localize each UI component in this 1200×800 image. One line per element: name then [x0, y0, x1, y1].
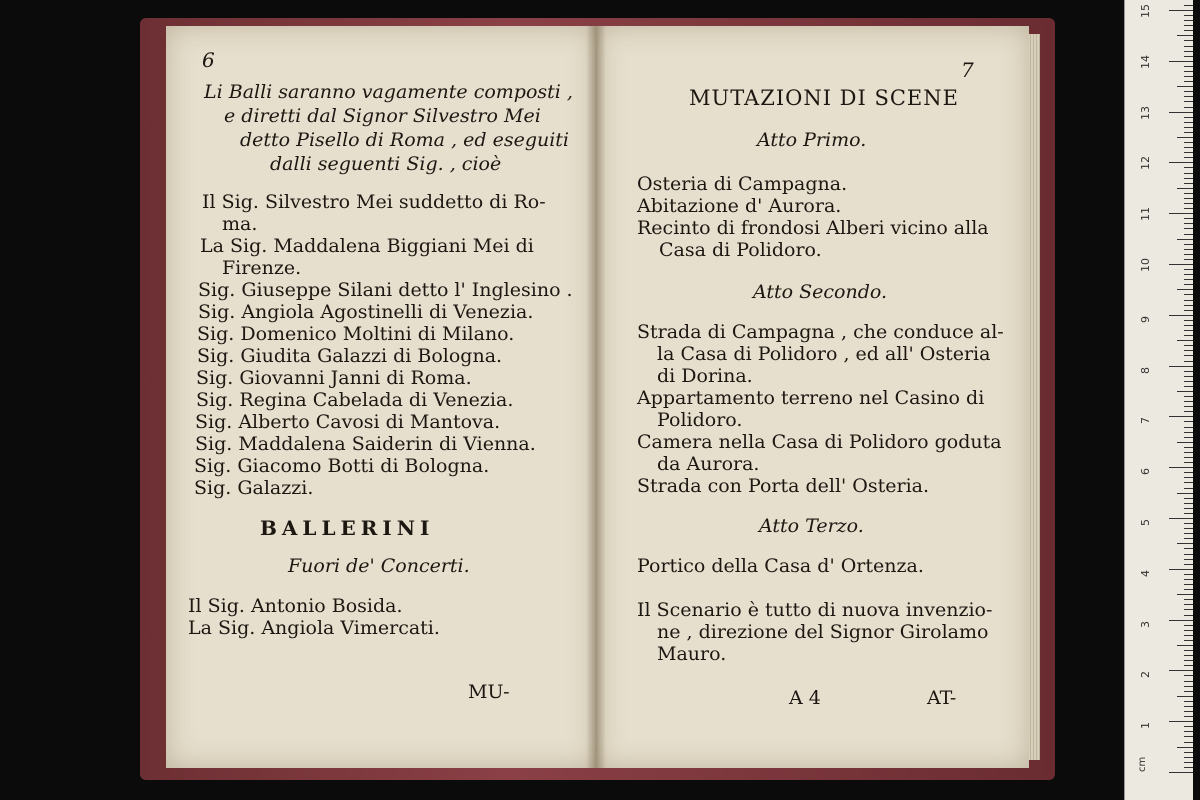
ruler-tick [1184, 615, 1193, 616]
ruler-tick [1184, 452, 1193, 453]
ruler-tick [1169, 315, 1193, 316]
ruler-tick [1184, 660, 1193, 661]
ruler-tick [1177, 137, 1193, 138]
ruler-tick [1184, 15, 1193, 16]
scene-line: di Dorina. [657, 365, 753, 387]
ruler-tick [1184, 498, 1193, 499]
dancer-line: Sig. Giuseppe Silani detto l' Inglesino . [198, 279, 573, 301]
ruler-tick [1184, 625, 1193, 626]
ruler-tick [1169, 264, 1193, 265]
ruler-tick [1184, 548, 1193, 549]
ruler-tick [1184, 503, 1193, 504]
ruler-tick [1184, 71, 1193, 72]
ruler-tick [1177, 340, 1193, 341]
dancer-line: Sig. Maddalena Saiderin di Vienna. [195, 433, 536, 455]
ruler-tick [1184, 91, 1193, 92]
ruler-number: 15 [1139, 4, 1152, 18]
ruler-tick [1184, 427, 1193, 428]
ruler-tick [1184, 421, 1193, 422]
section-subheading: Fuori de' Concerti. [288, 555, 470, 577]
right-page-number: 7 [961, 58, 974, 82]
ruler-tick [1184, 228, 1193, 229]
ruler-tick [1184, 736, 1193, 737]
ruler-number: 13 [1139, 105, 1152, 120]
ruler-tick [1169, 569, 1193, 570]
ruler-tick [1184, 320, 1193, 321]
ruler-tick [1184, 675, 1193, 676]
ruler-tick [1184, 665, 1193, 666]
ruler-tick [1184, 630, 1193, 631]
dancer-line: Sig. Alberto Cavosi di Mantova. [195, 411, 501, 433]
ruler-tick [1184, 513, 1193, 514]
dancer-line: La Sig. Maddalena Biggiani Mei di [200, 235, 534, 257]
dancer-line: Sig. Giacomo Botti di Bologna. [194, 455, 490, 477]
ruler-tick [1184, 345, 1193, 346]
ruler-tick [1184, 198, 1193, 199]
ruler-tick [1184, 472, 1193, 473]
intro-line-4: dalli seguenti Sig. , cioè [270, 153, 502, 175]
scene-line: Osteria di Campagna. [637, 173, 848, 195]
ruler-tick [1184, 142, 1193, 143]
ruler-tick [1184, 132, 1193, 133]
ruler-tick [1177, 289, 1193, 290]
ruler-number: 6 [1139, 468, 1152, 476]
ruler-tick [1184, 716, 1193, 717]
ruler-number: 11 [1139, 207, 1152, 222]
ruler-tick [1184, 310, 1193, 311]
dancer-line: Sig. Angiola Agostinelli di Venezia. [198, 301, 534, 323]
ruler-tick [1184, 559, 1193, 560]
ruler-tick [1177, 747, 1193, 748]
dancer-line: ma. [222, 213, 258, 235]
ruler-tick [1169, 61, 1193, 62]
ruler-tick [1184, 701, 1193, 702]
ruler-tick [1169, 772, 1193, 773]
ruler-number: 4 [1139, 569, 1152, 577]
ruler-tick [1184, 564, 1193, 565]
ruler-number: 9 [1139, 315, 1152, 323]
ruler-tick [1177, 594, 1193, 595]
ruler-tick [1184, 691, 1193, 692]
ruler-tick [1169, 620, 1193, 621]
ruler-tick [1177, 86, 1193, 87]
ruler-tick [1184, 81, 1193, 82]
ruler-number: 3 [1139, 620, 1152, 628]
ruler-tick [1169, 721, 1193, 722]
ruler-tick [1184, 259, 1193, 260]
ruler-number: 2 [1139, 671, 1152, 679]
ruler-tick [1184, 51, 1193, 52]
ruler-tick [1184, 330, 1193, 331]
ruler-tick [1184, 117, 1193, 118]
ruler-tick [1184, 107, 1193, 108]
ruler-tick [1184, 56, 1193, 57]
ruler-tick [1184, 127, 1193, 128]
scene-line: Strada con Porta dell' Osteria. [637, 475, 930, 497]
ruler-tick [1184, 173, 1193, 174]
ruler-tick [1184, 609, 1193, 610]
ruler-tick [1184, 218, 1193, 219]
ruler-tick [1184, 355, 1193, 356]
ruler-tick [1177, 543, 1193, 544]
ruler-tick [1184, 711, 1193, 712]
ruler-tick [1184, 757, 1193, 758]
ruler-tick [1184, 254, 1193, 255]
ruler-tick [1184, 300, 1193, 301]
ruler-tick [1184, 396, 1193, 397]
scene-line: Casa di Polidoro. [659, 239, 822, 261]
act-heading-1: Atto Primo. [757, 129, 867, 151]
ruler-number: 10 [1139, 258, 1152, 272]
ruler-tick [1184, 223, 1193, 224]
ruler-number: 8 [1139, 366, 1152, 374]
ruler-tick [1184, 538, 1193, 539]
ruler-tick [1184, 147, 1193, 148]
scene-line: Abitazione d' Aurora. [637, 195, 842, 217]
note-line: Mauro. [657, 643, 727, 665]
ruler-tick [1184, 482, 1193, 483]
ruler-tick [1184, 655, 1193, 656]
ruler-tick [1184, 686, 1193, 687]
page-fore-edge [1028, 34, 1040, 760]
ruler-tick [1184, 335, 1193, 336]
ruler-tick [1184, 488, 1193, 489]
ruler-tick [1184, 457, 1193, 458]
ruler-tick [1184, 731, 1193, 732]
scene-line: Strada di Campagna , che conduce al- [637, 321, 1004, 343]
ruler-tick [1177, 493, 1193, 494]
ruler-tick [1184, 650, 1193, 651]
dancer-line: Il Sig. Silvestro Mei suddetto di Ro- [202, 191, 546, 213]
ruler-tick [1184, 249, 1193, 250]
ruler-tick [1184, 371, 1193, 372]
ruler-tick [1184, 411, 1193, 412]
ruler-tick [1177, 35, 1193, 36]
ruler-tick [1184, 279, 1193, 280]
dancer-line: Sig. Giudita Galazzi di Bologna. [197, 345, 503, 367]
intro-line-2: e diretti dal Signor Silvestro Mei [224, 105, 541, 127]
ruler-tick [1184, 508, 1193, 509]
ruler-tick [1184, 589, 1193, 590]
ruler-tick [1184, 269, 1193, 270]
ruler-tick [1184, 528, 1193, 529]
scene-line: la Casa di Polidoro , ed all' Osteria [657, 343, 991, 365]
ruler-tick [1184, 361, 1193, 362]
ruler-tick [1184, 325, 1193, 326]
note-line: ne , direzione del Signor Girolamo [657, 621, 989, 643]
ruler-tick [1184, 46, 1193, 47]
act-heading-3: Atto Terzo. [759, 515, 864, 537]
measurement-ruler [1124, 0, 1193, 800]
ruler-number: 12 [1139, 156, 1152, 171]
ruler-tick [1184, 432, 1193, 433]
ruler-tick [1184, 523, 1193, 524]
scene-line: Polidoro. [657, 409, 743, 431]
ruler-tick [1184, 208, 1193, 209]
right-catchword: AT- [927, 687, 957, 709]
signature-mark: A 4 [789, 687, 821, 709]
page-title: MUTAZIONI DI SCENE [689, 86, 959, 110]
dancer-line: Firenze. [222, 257, 302, 279]
ruler-tick [1184, 386, 1193, 387]
ruler-tick [1169, 366, 1193, 367]
ruler-tick [1177, 188, 1193, 189]
ruler-tick [1184, 305, 1193, 306]
ruler-tick [1184, 5, 1193, 6]
dancer-line: Sig. Giovanni Janni di Roma. [196, 367, 472, 389]
ruler-tick [1184, 25, 1193, 26]
ruler-tick [1184, 604, 1193, 605]
ruler-tick [1184, 284, 1193, 285]
ruler-tick [1184, 234, 1193, 235]
ruler-tick [1184, 447, 1193, 448]
ruler-tick [1184, 401, 1193, 402]
ruler-tick [1184, 183, 1193, 184]
ruler-tick [1184, 437, 1193, 438]
ruler-tick [1184, 554, 1193, 555]
ruler-tick [1169, 213, 1193, 214]
soloist-line: La Sig. Angiola Vimercati. [188, 617, 440, 639]
ruler-tick [1184, 157, 1193, 158]
ruler-tick [1184, 274, 1193, 275]
note-line: Il Scenario è tutto di nuova invenzio- [637, 599, 993, 621]
act-heading-2: Atto Secondo. [753, 281, 888, 303]
ruler-tick [1184, 244, 1193, 245]
ruler-tick [1169, 162, 1193, 163]
scene-line: Appartamento terreno nel Casino di [637, 387, 985, 409]
ruler-tick [1184, 350, 1193, 351]
book-gutter [586, 26, 606, 768]
ruler-tick [1177, 239, 1193, 240]
ruler-tick [1184, 762, 1193, 763]
ruler-tick [1184, 96, 1193, 97]
ruler-tick [1184, 767, 1193, 768]
scene-line: da Aurora. [657, 453, 760, 475]
ruler-tick [1169, 518, 1193, 519]
ruler-tick [1184, 66, 1193, 67]
ruler-tick [1184, 574, 1193, 575]
ruler-tick [1177, 645, 1193, 646]
ruler-tick [1184, 381, 1193, 382]
ruler-tick [1184, 477, 1193, 478]
section-heading-ballerini: BALLERINI [260, 516, 435, 540]
ruler-tick [1177, 442, 1193, 443]
ruler-tick [1184, 742, 1193, 743]
left-page-number: 6 [202, 48, 215, 72]
ruler-tick [1184, 462, 1193, 463]
ruler-number: 5 [1139, 519, 1152, 526]
ruler-tick [1184, 579, 1193, 580]
ruler-tick [1184, 178, 1193, 179]
ruler-tick [1184, 706, 1193, 707]
ruler-tick [1169, 10, 1193, 11]
left-catchword: MU- [468, 681, 510, 703]
ruler-number: 1 [1139, 722, 1152, 730]
ruler-tick [1184, 40, 1193, 41]
ruler-tick [1177, 696, 1193, 697]
ruler-tick [1169, 467, 1193, 468]
ruler-tick [1184, 167, 1193, 168]
ruler-tick [1184, 376, 1193, 377]
intro-line-3: detto Pisello di Roma , ed eseguiti [240, 129, 570, 151]
ruler-tick [1184, 752, 1193, 753]
ruler-number: 14 [1139, 54, 1152, 69]
ruler-tick [1184, 726, 1193, 727]
ruler-tick [1184, 294, 1193, 295]
ruler-number: 7 [1139, 417, 1152, 425]
left-page [166, 26, 597, 768]
ruler-tick [1184, 193, 1193, 194]
ruler-tick [1184, 76, 1193, 77]
ruler-tick [1169, 112, 1193, 113]
scene-line: Camera nella Casa di Polidoro goduta [637, 431, 1002, 453]
ruler-tick [1184, 406, 1193, 407]
ruler-tick [1184, 640, 1193, 641]
ruler-tick [1184, 635, 1193, 636]
ruler-tick [1184, 152, 1193, 153]
ruler-tick [1184, 30, 1193, 31]
ruler-tick [1177, 391, 1193, 392]
ruler-tick [1184, 584, 1193, 585]
ruler-tick [1184, 101, 1193, 102]
scene-line: Recinto di frondosi Alberi vicino alla [637, 217, 989, 239]
soloist-line: Il Sig. Antonio Bosida. [188, 595, 403, 617]
ruler-tick [1169, 416, 1193, 417]
ruler-tick [1184, 599, 1193, 600]
dancer-line: Sig. Galazzi. [194, 477, 314, 499]
scene-line: Portico della Casa d' Ortenza. [637, 555, 924, 577]
ruler-tick [1184, 122, 1193, 123]
dancer-line: Sig. Regina Cabelada di Venezia. [196, 389, 514, 411]
ruler-tick [1184, 533, 1193, 534]
right-page [596, 26, 1029, 768]
intro-line-1: Li Balli saranno vagamente composti , [204, 81, 573, 103]
ruler-tick [1184, 681, 1193, 682]
ruler-tick [1184, 20, 1193, 21]
dancer-line: Sig. Domenico Moltini di Milano. [197, 323, 515, 345]
ruler-tick [1184, 203, 1193, 204]
ruler-unit: cm [1137, 756, 1148, 772]
ruler-tick [1169, 670, 1193, 671]
